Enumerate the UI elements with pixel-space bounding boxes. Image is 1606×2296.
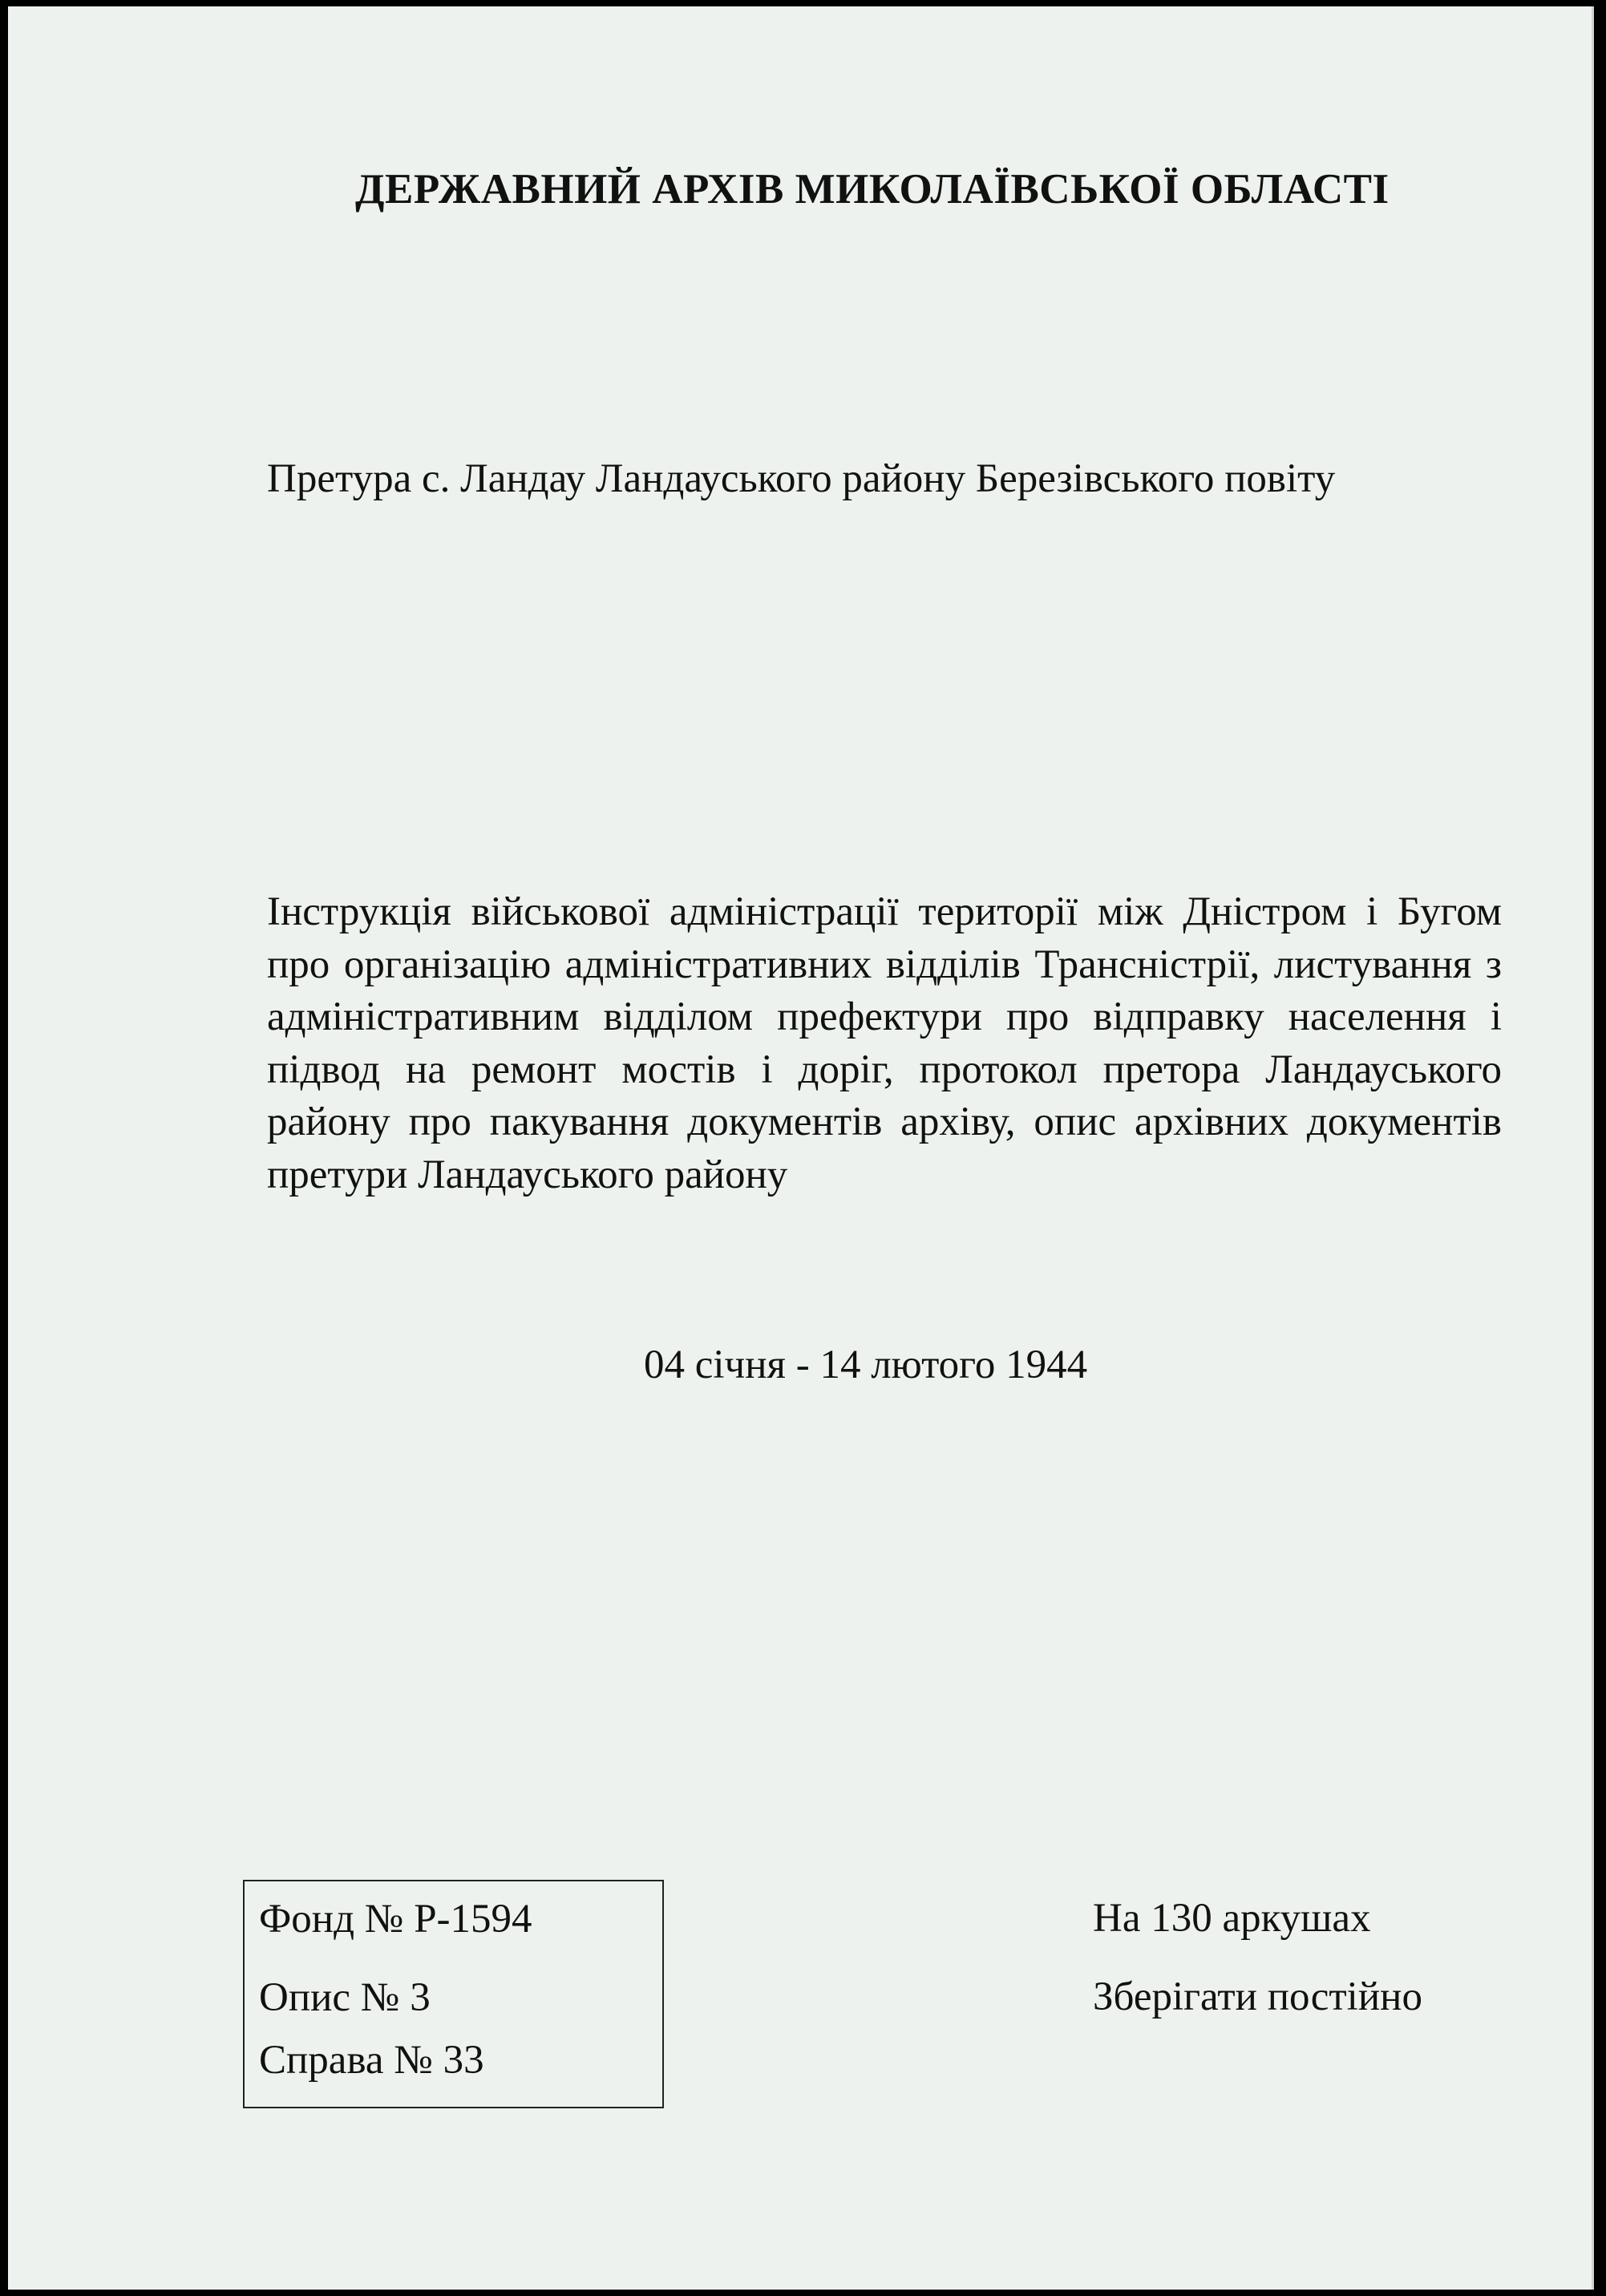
inventory-number: Опис № 3 bbox=[259, 1975, 431, 2020]
sheet-count: На 130 аркушах bbox=[1093, 1896, 1371, 1941]
document-page bbox=[8, 6, 1594, 2290]
fund-number: Фонд № Р-1594 bbox=[259, 1897, 532, 1942]
storage-term: Зберігати постійно bbox=[1093, 1974, 1422, 2019]
fund-box bbox=[243, 1880, 664, 2108]
archive-title: ДЕРЖАВНИЙ АРХІВ МИКОЛАЇВСЬКОЇ ОБЛАСТІ bbox=[355, 166, 1390, 213]
organization-name: Претура с. Ландау Ландауського району Березівського повіту bbox=[267, 456, 1336, 501]
case-title: Інструкція військової адміністрації території між Дністром і Бугом про організацію адміністративних відділів Трансністрії, листування з адміністративним відділом префектури про відправку населення і підвод на ремонт мостів і доріг, протокол претора Ландауського району про пакування документів архіву, опис архівних документів претури Ландауського району bbox=[267, 889, 1502, 1197]
date-range: 04 січня - 14 лютого 1944 bbox=[644, 1342, 1088, 1387]
case-number: Справа № 33 bbox=[259, 2038, 484, 2083]
